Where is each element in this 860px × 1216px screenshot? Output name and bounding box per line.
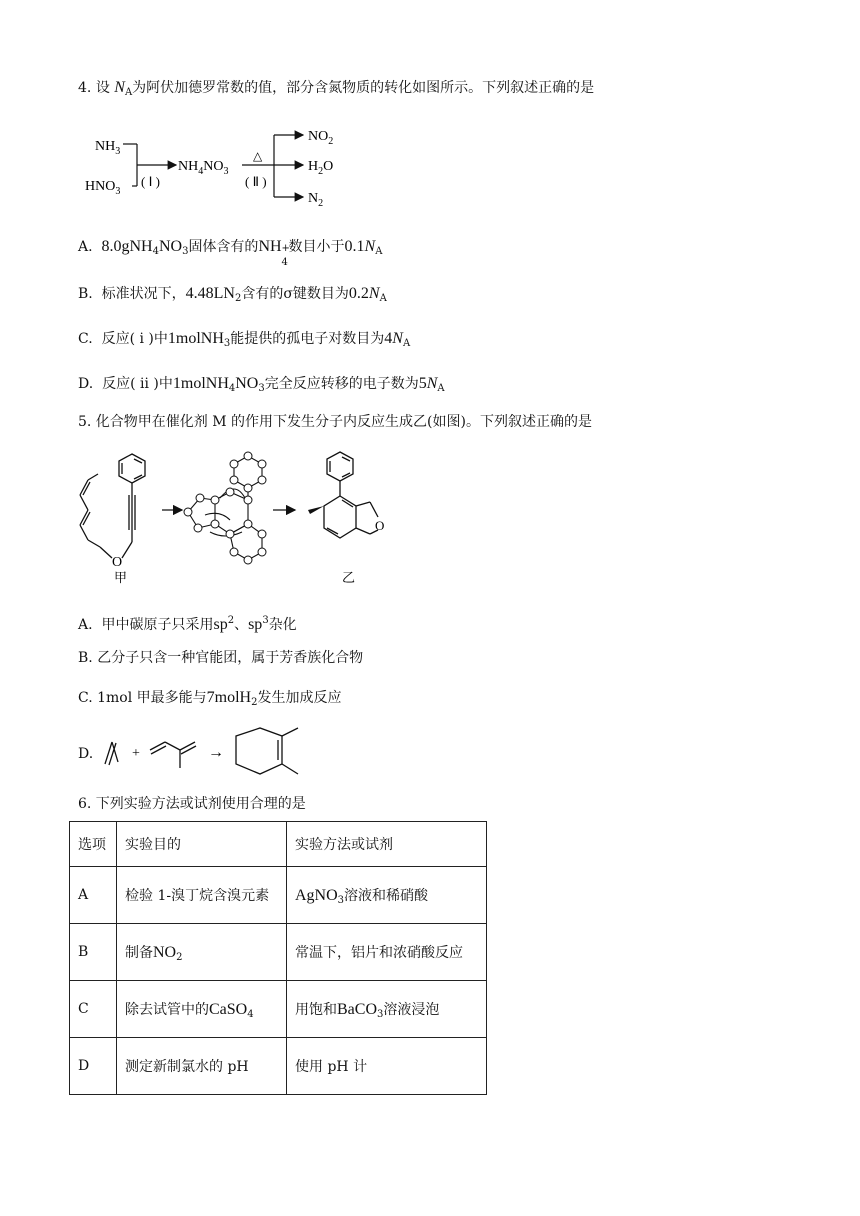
wedge-bond: [308, 506, 324, 514]
compound-yi-label: 乙: [342, 571, 356, 586]
q4-option-a: A. $8.0gNH_4NO_3$固体含有的NH + 4 数目小于$0.1N_A$: [78, 238, 383, 268]
table-row: [70, 1038, 487, 1095]
intermediate-structure: [188, 456, 262, 560]
row-method: AgNO$_3$溶液和稀硝酸: [287, 867, 487, 924]
q5-option-a: A. 甲中碳原子只采用$sp^2$、$sp^3$杂化: [78, 615, 297, 633]
header-option: 选项: [70, 822, 117, 867]
header-method: 实验方法或试剂: [287, 822, 487, 867]
q4-option-c: C. 反应( ⅰ )中1molNH$_3$能提供的孤电子对数目为$4N_A$: [78, 330, 411, 349]
row-purpose: 除去试管中的CaSO$_4$: [117, 981, 287, 1038]
diels-alder-option: [100, 724, 310, 780]
table-header-row: [70, 822, 487, 867]
plus-sign: +: [132, 746, 140, 761]
step-two-label: ( Ⅱ ): [245, 174, 267, 189]
compound-jia-structure: [80, 454, 145, 558]
step-one-label: ( Ⅰ ): [141, 174, 160, 189]
row-method: 用饱和BaCO$_3$溶液浸泡: [287, 981, 487, 1038]
row-key: C: [70, 981, 117, 1038]
q4-stem: 4. 设 $N_A$为阿伏加德罗常数的值，部分含氮物质的转化如图所示。下列叙述正确的是: [78, 79, 595, 98]
product-h2o: $H_2O$: [308, 159, 334, 177]
row-purpose: 制备$NO_2$: [117, 924, 287, 981]
q5-option-d-label: D.: [78, 746, 94, 762]
product-n2: $N_2$: [308, 191, 324, 209]
compound-yi-structure: [324, 452, 378, 538]
table-row: [70, 924, 487, 981]
compound-jia-label: 甲: [114, 571, 128, 586]
q5-stem: 5. 化合物甲在催化剂 M 的作用下发生分子内反应生成乙(如图)。下列叙述正确的是: [78, 414, 592, 430]
row-method: 使用 pH 计: [287, 1038, 487, 1095]
q5-option-b: B. 乙分子只含一种官能团，属于芳香族化合物: [78, 650, 364, 666]
reactant-nh3: $NH_3$: [95, 139, 121, 157]
q4-option-b: B. 标准状况下，$4.48LN_2$含有的σ键数目为$0.2N_A$: [78, 285, 387, 304]
row-key: D: [70, 1038, 117, 1095]
q4-option-d: D. 反应( ⅱ )中$1molNH_4NO_3$完全反应转移的电子数为$5N_A$: [78, 375, 445, 394]
row-key: B: [70, 924, 117, 981]
oxygen-label: O: [112, 555, 123, 570]
heat-symbol: △: [253, 149, 263, 163]
reaction-scheme: [70, 440, 410, 588]
table-row: [70, 981, 487, 1038]
reactant-hno3: $HNO_3$: [85, 179, 121, 197]
q6-stem: 6. 下列实验方法或试剂使用合理的是: [78, 796, 306, 812]
q5-option-c: C. 1mol 甲最多能与7molH$_2$发生加成反应: [78, 689, 342, 708]
product-nh4no3: $NH_4NO_3$: [178, 159, 229, 177]
row-purpose: 测定新制氯水的 pH: [117, 1038, 287, 1095]
table-row: [70, 867, 487, 924]
row-key: A: [70, 867, 117, 924]
row-method: 常温下，铝片和浓硝酸反应: [287, 924, 487, 981]
nitrogen-conversion-diagram: [80, 120, 370, 216]
q6-table: [69, 821, 487, 1095]
product-no2: $NO_2$: [308, 129, 334, 147]
ring-oxygen-label: O: [375, 518, 385, 533]
header-purpose: 实验目的: [117, 822, 287, 867]
row-purpose: 检验 1-溴丁烷含溴元素: [117, 867, 287, 924]
reaction-arrow: →: [208, 744, 224, 761]
